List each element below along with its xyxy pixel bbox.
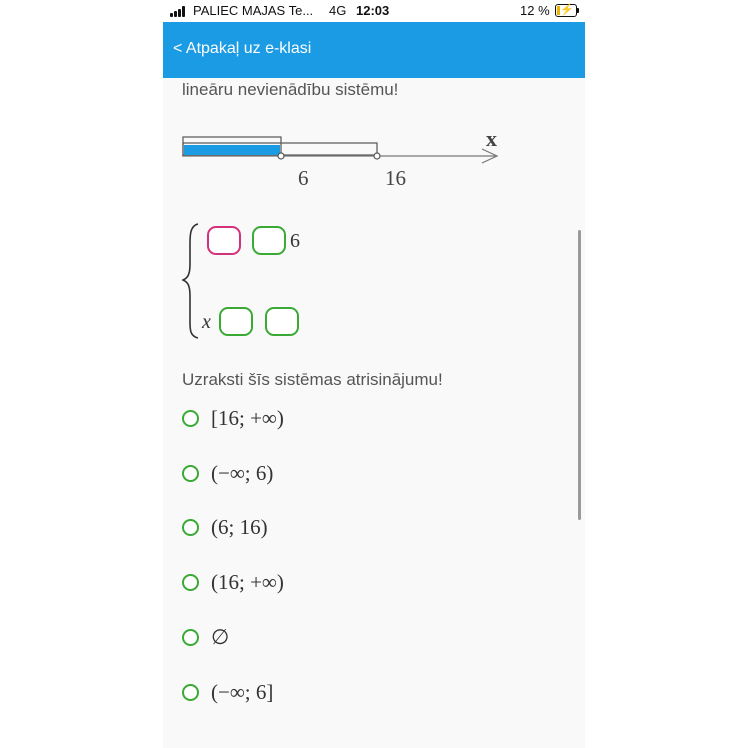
tick-label-6: 6 bbox=[298, 166, 309, 190]
nav-header bbox=[163, 22, 585, 78]
option-label: [16; +∞) bbox=[211, 405, 284, 430]
answer-box-2-sign[interactable] bbox=[220, 308, 252, 335]
option-5[interactable] bbox=[182, 677, 273, 707]
answer-box-1-variable[interactable] bbox=[208, 227, 240, 254]
option-4[interactable] bbox=[182, 622, 229, 652]
battery-icon: ⚡ bbox=[555, 4, 577, 17]
signal-icon bbox=[170, 6, 188, 17]
radio-button[interactable] bbox=[182, 519, 199, 536]
left-brace bbox=[183, 224, 198, 338]
row2-variable: x bbox=[202, 311, 211, 333]
tick-label-16: 16 bbox=[385, 166, 406, 190]
number-line bbox=[182, 125, 512, 195]
phone-screen bbox=[163, 0, 585, 748]
row1-constant: 6 bbox=[290, 230, 300, 252]
option-label: (−∞; 6) bbox=[211, 460, 274, 485]
scrollbar[interactable] bbox=[578, 230, 581, 520]
axis-label: x bbox=[486, 126, 497, 151]
carrier-name: PALIEC MAJAS Te... bbox=[193, 3, 314, 18]
intro-text: lineāru nevienādību sistēmu! bbox=[182, 80, 399, 99]
battery-percent: 12 % bbox=[520, 3, 550, 18]
radio-button[interactable] bbox=[182, 465, 199, 482]
radio-button[interactable] bbox=[182, 684, 199, 701]
option-2[interactable] bbox=[182, 512, 268, 542]
answer-box-1-sign[interactable] bbox=[253, 227, 285, 254]
option-label: ∅ bbox=[211, 624, 230, 649]
question-text: Uzraksti šīs sistēmas atrisinājumu! bbox=[182, 370, 443, 389]
option-label: (−∞; 6] bbox=[211, 679, 274, 704]
option-0[interactable] bbox=[182, 403, 284, 433]
option-1[interactable] bbox=[182, 458, 273, 488]
clock: 12:03 bbox=[356, 3, 390, 18]
status-bar bbox=[163, 0, 585, 22]
solution-highlight bbox=[184, 145, 280, 155]
point-16 bbox=[374, 153, 380, 159]
inequality-system bbox=[182, 220, 322, 345]
answer-box-2-constant[interactable] bbox=[266, 308, 298, 335]
network-type: 4G bbox=[329, 3, 347, 18]
option-3[interactable] bbox=[182, 567, 284, 597]
point-6 bbox=[278, 153, 284, 159]
back-link[interactable]: < Atpakaļ uz e-klasi bbox=[173, 40, 312, 57]
option-label: (16; +∞) bbox=[211, 569, 284, 594]
radio-button[interactable] bbox=[182, 574, 199, 591]
option-label: (6; 16) bbox=[211, 514, 268, 539]
radio-button[interactable] bbox=[182, 629, 199, 646]
radio-button[interactable] bbox=[182, 410, 199, 427]
